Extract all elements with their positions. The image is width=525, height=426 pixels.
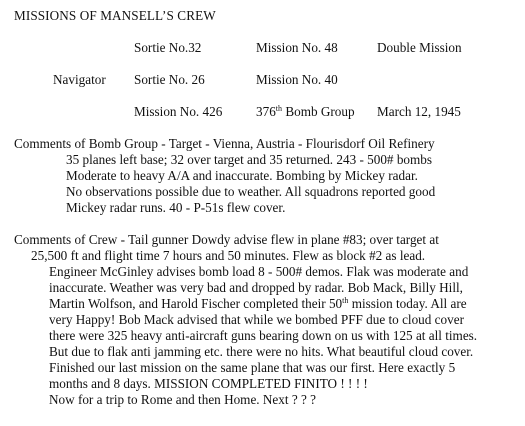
sortie-number: Sortie No.32 xyxy=(134,40,202,55)
bomb-group-comments-lead: Comments of Bomb Group - Target - Vienna, Austria - Flourisdorf Oil Refinery xyxy=(14,136,435,151)
navigator-label: Navigator xyxy=(53,72,106,87)
bomb-group-comment-line: 35 planes left base; 32 over target and 35 returned. 243 - 500# bombs xyxy=(66,152,432,167)
crew-comment-line: very Happy! Bob Mack advised that while we bombed PFF due to cloud cover xyxy=(49,312,464,327)
crew-comment-line: inaccurate. Weather was very bad and dropped by radar. Bob Mack, Billy Hill, xyxy=(49,280,463,295)
crew-comment-line: months and 8 days. MISSION COMPLETED FINITO ! ! ! ! xyxy=(49,376,368,391)
bomb-group-comment-line: Mickey radar runs. 40 - P-51s flew cover. xyxy=(66,200,286,215)
crew-comment-line: Now for a trip to Rome and then Home. Next ? ? ? xyxy=(49,392,316,407)
double-mission-note: Double Mission xyxy=(377,40,462,55)
bomb-group-comment-line: Moderate to heavy A/A and inaccurate. Bombing by Mickey radar. xyxy=(66,168,418,183)
group-mission-number: Mission No. 426 xyxy=(134,104,223,119)
mission-date: March 12, 1945 xyxy=(377,104,461,119)
crew-comment-line: But due to flak anti jamming etc. there were no hits. What beautiful cloud cover. xyxy=(49,344,474,359)
crew-comments-lead: Comments of Crew - Tail gunner Dowdy advise flew in plane #83; over target at xyxy=(14,232,439,247)
bomb-group-comment-line: No observations possible due to weather. All squadrons reported good xyxy=(66,184,436,199)
document-title: MISSIONS OF MANSELL’S CREW xyxy=(14,8,216,23)
crew-comment-line: 25,500 ft and flight time 7 hours and 50 minutes. Flew as block #2 as lead. xyxy=(31,248,426,263)
crew-comment-line: Martin Wolfson, and Harold Fischer completed their 50th mission today. All are xyxy=(49,296,467,311)
crew-comment-line: Finished our last mission on the same plane that was our first. Here exactly 5 xyxy=(49,360,456,375)
navigator-mission-number: Mission No. 40 xyxy=(256,72,338,87)
mission-number: Mission No. 48 xyxy=(256,40,338,55)
bomb-group: 376th Bomb Group xyxy=(256,104,355,119)
crew-comment-line: Engineer McGinley advises bomb load 8 - 500# demos. Flak was moderate and xyxy=(49,264,469,279)
crew-comment-line: there were 325 heavy anti-aircraft guns bearing down on us with 125 at all times. xyxy=(49,328,478,343)
navigator-sortie-number: Sortie No. 26 xyxy=(134,72,205,87)
